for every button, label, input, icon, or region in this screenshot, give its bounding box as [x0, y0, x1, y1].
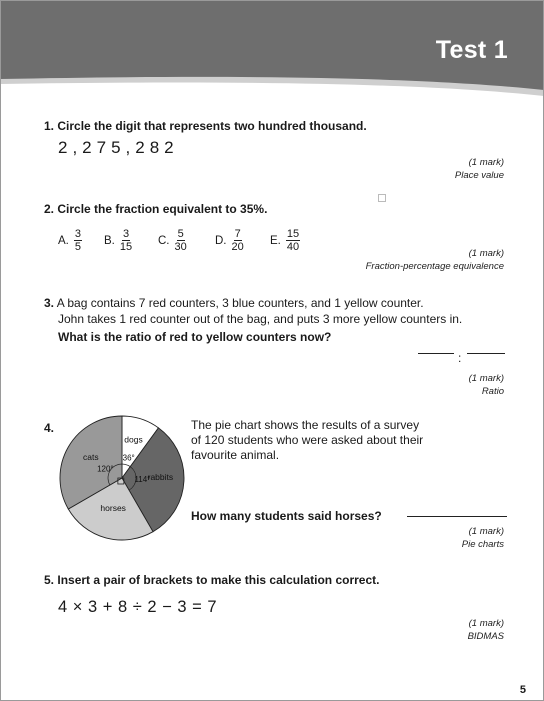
- q5-prompt-text: Insert a pair of brackets to make this calculation correct.: [57, 573, 380, 587]
- q2-prompt: [44, 201, 267, 217]
- option-label: D.: [215, 234, 227, 247]
- denominator: 15: [119, 241, 133, 253]
- q4-topic: Pie charts: [461, 539, 504, 550]
- q2-option-b[interactable]: [104, 228, 132, 253]
- q1-prompt: [44, 118, 367, 134]
- ratio-answer-right[interactable]: [467, 353, 505, 354]
- page-number: 5: [519, 684, 526, 696]
- pie-chart: [54, 410, 190, 546]
- q1-number: 1.: [44, 119, 55, 133]
- q2-number: 2.: [44, 202, 55, 216]
- ratio-separator: :: [458, 351, 462, 365]
- option-label: E.: [270, 234, 281, 247]
- denominator: 30: [174, 241, 187, 253]
- pie-label-rabbits: rabbits: [147, 472, 174, 483]
- q4-text: [191, 418, 423, 463]
- small-square-mark: [378, 194, 386, 202]
- denominator: 20: [231, 241, 244, 253]
- q4-mark: (1 mark): [468, 526, 504, 537]
- pie-label-dogs: dogs: [124, 434, 143, 445]
- q3-mark: (1 mark): [468, 373, 504, 384]
- q2-option-a[interactable]: [58, 228, 82, 253]
- q1-number-value[interactable]: 2,275,282: [58, 138, 179, 157]
- fraction: [232, 228, 244, 253]
- q5-mark: (1 mark): [468, 618, 504, 629]
- q5-topic: BIDMAS: [467, 631, 504, 642]
- q1-mark-info: [455, 156, 504, 182]
- q3-topic: Ratio: [481, 386, 504, 397]
- q2-option-c[interactable]: [158, 228, 187, 253]
- q2-topic: Fraction-percentage equivalence: [365, 261, 504, 272]
- q1-prompt-text: Circle the digit that represents two hundred thousand.: [57, 119, 367, 133]
- pie-label-cats: cats: [83, 452, 99, 463]
- angle-label-rabbits: 114°: [134, 475, 151, 485]
- option-label: B.: [104, 234, 115, 247]
- q2-mark-info: [366, 247, 504, 273]
- numerator: 3: [74, 228, 81, 240]
- q4-answer-line[interactable]: [407, 516, 507, 517]
- q3-number: 3.: [44, 296, 55, 310]
- q4-question: How many students said horses?: [191, 509, 382, 523]
- q4-number: 4.: [44, 421, 55, 435]
- angle-label-dogs: 36°: [122, 453, 135, 463]
- q5-mark-info: [468, 617, 504, 643]
- angle-label-cats: 120°: [97, 464, 114, 474]
- q3-question: What is the ratio of red to yellow counters now?: [58, 330, 332, 344]
- q4-text-line1: The pie chart shows the results of a survey: [191, 418, 420, 432]
- q2-prompt-text: Circle the fraction equivalent to 35%.: [57, 202, 268, 216]
- q4-text-line3: favourite animal.: [191, 448, 280, 462]
- q3-line1: A bag contains 7 red counters, 3 blue counters, and 1 yellow counter.: [56, 296, 424, 310]
- numerator: 7: [234, 228, 241, 240]
- fraction: [286, 228, 300, 253]
- option-label: A.: [58, 234, 69, 247]
- denominator: 5: [74, 241, 81, 253]
- q1-topic: Place value: [454, 170, 504, 181]
- q5-prompt: [44, 572, 379, 588]
- q2-mark: (1 mark): [468, 248, 504, 259]
- q2-option-e[interactable]: [270, 228, 300, 253]
- page-title: Test 1: [435, 36, 508, 64]
- q5-expression[interactable]: 4 × 3 + 8 ÷ 2 − 3 = 7: [58, 598, 217, 616]
- numerator: 3: [122, 228, 130, 240]
- q3-line2: John takes 1 red counter out of the bag, and puts 3 more yellow counters in.: [58, 312, 463, 326]
- q4-mark-info: [462, 525, 504, 551]
- denominator: 40: [286, 241, 300, 253]
- q5-number: 5.: [44, 573, 55, 587]
- numerator: 5: [177, 228, 184, 240]
- fraction: [120, 228, 132, 253]
- pie-label-horses: horses: [100, 502, 126, 513]
- option-label: C.: [158, 234, 170, 247]
- numerator: 15: [286, 228, 300, 240]
- fraction: [74, 228, 82, 253]
- q4-text-line2: of 120 students who were asked about their: [191, 433, 424, 447]
- q3-mark-info: [469, 372, 504, 398]
- q3-text: [44, 295, 424, 311]
- q1-mark: (1 mark): [468, 157, 504, 168]
- fraction: [175, 228, 187, 253]
- q2-option-d[interactable]: [215, 228, 244, 253]
- ratio-answer-left[interactable]: [418, 353, 454, 354]
